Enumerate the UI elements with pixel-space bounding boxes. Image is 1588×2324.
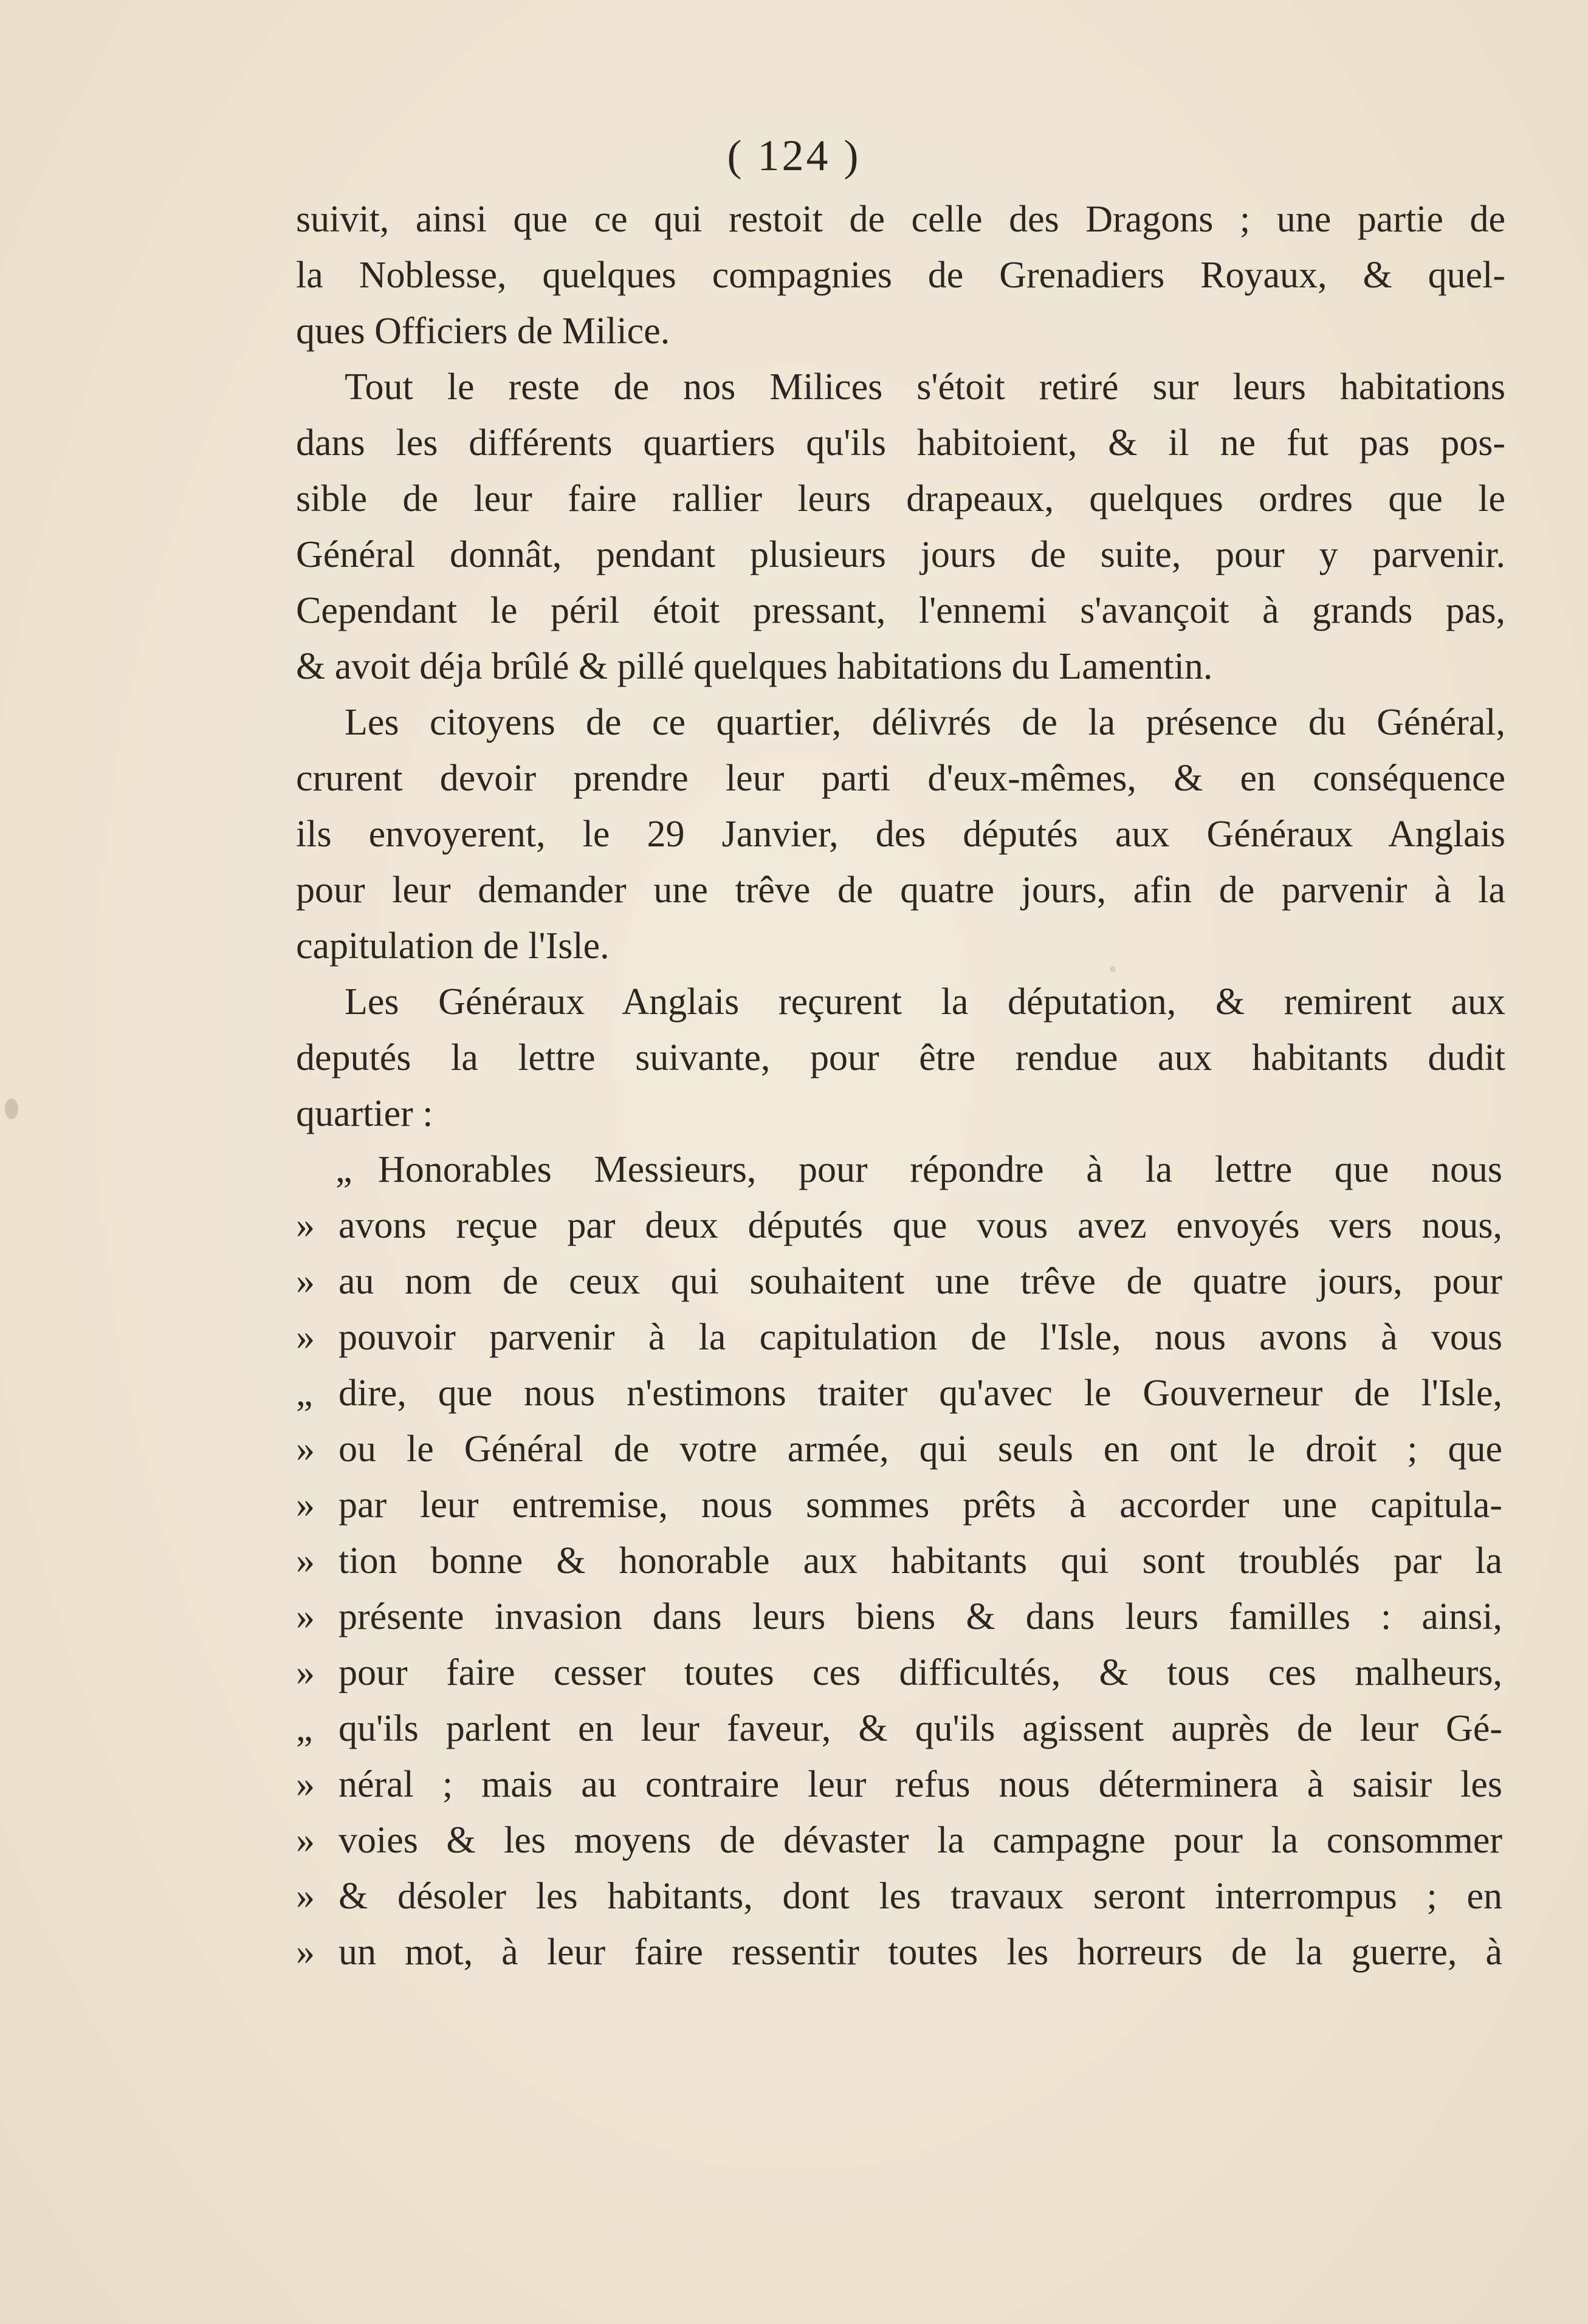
text-line: Cependant le péril étoit pressant, l'ennemi s'avançoit à grands pas,: [296, 590, 1505, 631]
quote-line: [296, 1253, 1505, 1309]
quote-line: [296, 1533, 1505, 1589]
quote-line: [296, 1645, 1505, 1701]
text-line: Tout le reste de nos Milices s'étoit retiré sur leurs habitations: [345, 366, 1505, 408]
quote-text: ou le Général de votre armée, qui seuls en ont le droit ; que: [339, 1428, 1502, 1470]
quote-mark: „: [296, 1708, 313, 1749]
quote-line: [296, 1868, 1505, 1924]
text-line: & avoit déja brûlé & pillé quelques habitations du Lamentin.: [296, 646, 1213, 687]
text-line: capitulation de l'Isle.: [296, 925, 610, 967]
body-text: [296, 191, 1505, 1980]
quote-text: qu'ils parlent en leur faveur, & qu'ils agissent auprès de leur Gé-: [339, 1708, 1502, 1749]
quote-line: [296, 1701, 1505, 1757]
text-line: deputés la lettre suivante, pour être rendue aux habitants dudit: [296, 1037, 1505, 1078]
text-line: quartier :: [296, 1093, 433, 1134]
quote-text: présente invasion dans leurs biens & dans leurs familles : ainsi,: [339, 1596, 1502, 1637]
text-line: Les citoyens de ce quartier, délivrés de la présence du Général,: [345, 702, 1505, 743]
quote-text: néral ; mais au contraire leur refus nous déterminera à saisir les: [339, 1764, 1502, 1805]
quote-text: par leur entremise, nous sommes prêts à accorder une capitula-: [339, 1484, 1502, 1526]
quote-mark: »: [296, 1540, 315, 1582]
quote-line: [296, 1309, 1505, 1365]
quote-line: [296, 1589, 1505, 1645]
quote-mark: „: [296, 1373, 313, 1414]
quote-mark: »: [296, 1205, 315, 1246]
quote-text: voies & les moyens de dévaster la campagne pour la consommer: [339, 1820, 1502, 1861]
quote-text: avons reçue par deux députés que vous avez envoyés vers nous,: [339, 1205, 1502, 1246]
quote-mark: »: [296, 1652, 315, 1693]
text-line: ils envoyerent, le 29 Janvier, des députés aux Généraux Anglais: [296, 814, 1505, 855]
quote-line: [296, 1142, 1505, 1198]
quote-text: Honorables Messieurs, pour répondre à la lettre que nous: [378, 1149, 1502, 1190]
quote-mark: »: [296, 1261, 315, 1302]
quote-mark: »: [296, 1764, 315, 1805]
quote-text: pouvoir parvenir à la capitulation de l'Isle, nous avons à vous: [339, 1317, 1502, 1358]
text-line: suivit, ainsi que ce qui restoit de celle des Dragons ; une partie de: [296, 199, 1505, 240]
page-number: ( 124 ): [727, 131, 861, 180]
quote-line: [296, 1757, 1505, 1812]
text-line: la Noblesse, quelques compagnies de Grenadiers Royaux, & quel-: [296, 255, 1505, 296]
quote-line: [296, 1924, 1505, 1980]
quote-mark: »: [296, 1317, 315, 1358]
quote-line: [296, 1198, 1505, 1253]
quote-line: [296, 1421, 1505, 1477]
quote-line: [296, 1477, 1505, 1533]
text-line: dans les différents quartiers qu'ils habitoient, & il ne fut pas pos-: [296, 422, 1505, 464]
quote-text: & désoler les habitants, dont les travaux seront interrompus ; en: [339, 1876, 1502, 1917]
text-line: Les Généraux Anglais reçurent la députation, & remirent aux: [345, 981, 1505, 1023]
quote-mark: »: [296, 1484, 315, 1526]
quote-text: tion bonne & honorable aux habitants qui sont troublés par la: [339, 1540, 1502, 1582]
quote-text: au nom de ceux qui souhaitent une trêve de quatre jours, pour: [339, 1261, 1502, 1302]
quote-mark: »: [296, 1428, 315, 1470]
quote-mark: »: [296, 1876, 315, 1917]
quote-mark: »: [296, 1820, 315, 1861]
quote-line: [296, 1365, 1505, 1421]
paper-stain: [5, 1099, 18, 1119]
text-line: crurent devoir prendre leur parti d'eux-mêmes, & en conséquence: [296, 758, 1505, 799]
quote-text: dire, que nous n'estimons traiter qu'avec le Gouverneur de l'Isle,: [339, 1373, 1502, 1414]
text-line: Général donnât, pendant plusieurs jours de suite, pour y parvenir.: [296, 534, 1505, 575]
quote-mark: „: [335, 1149, 352, 1190]
quote-text: un mot, à leur faire ressentir toutes les horreurs de la guerre, à: [339, 1932, 1502, 1973]
text-line: ques Officiers de Milice.: [296, 310, 670, 352]
quote-mark: »: [296, 1596, 315, 1637]
quote-text: pour faire cesser toutes ces difficultés, & tous ces malheurs,: [339, 1652, 1502, 1693]
quote-line: [296, 1812, 1505, 1868]
text-line: sible de leur faire rallier leurs drapeaux, quelques ordres que le: [296, 478, 1505, 519]
text-line: pour leur demander une trêve de quatre jours, afin de parvenir à la: [296, 869, 1505, 911]
quote-mark: »: [296, 1932, 315, 1973]
